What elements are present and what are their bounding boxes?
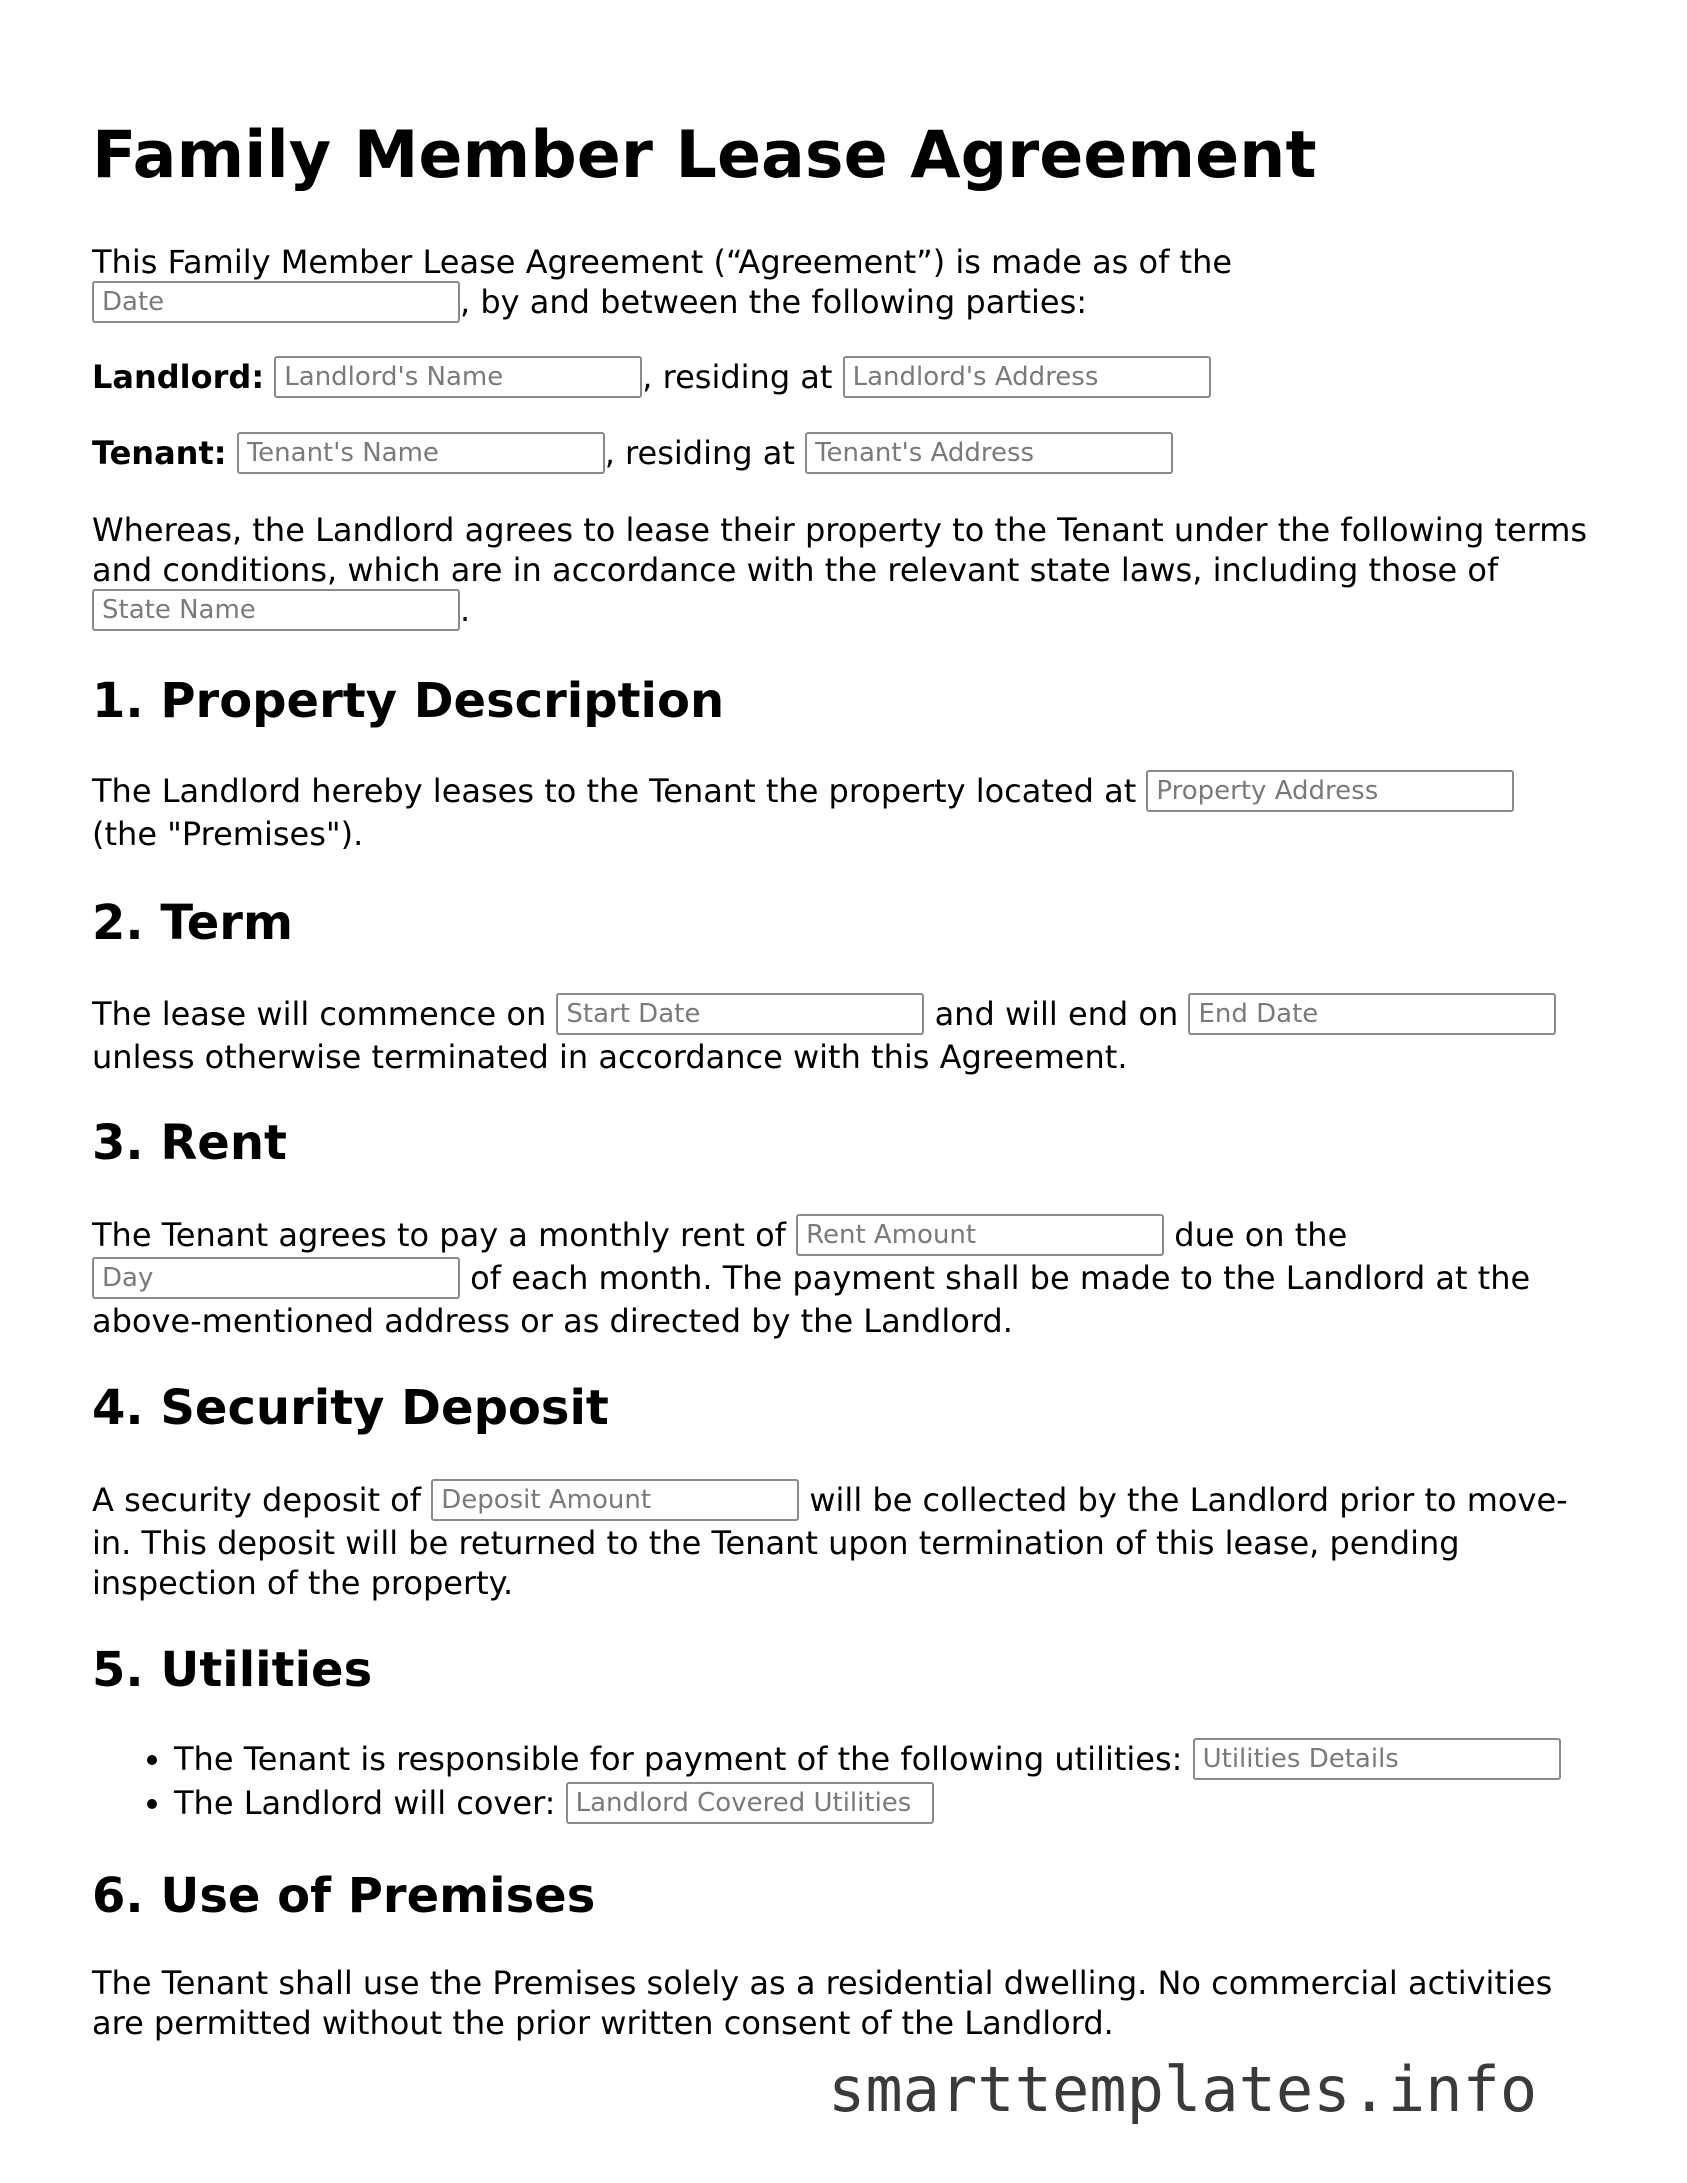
end-date-input[interactable] xyxy=(1188,993,1556,1035)
premises-text: (the "Premises"). xyxy=(92,815,364,853)
utilities-tenant-text: The Tenant is responsible for payment of the following utilities: xyxy=(174,1740,1183,1778)
state-name-input[interactable] xyxy=(92,589,460,631)
deposit-paragraph xyxy=(92,1480,1602,1603)
tenant-label: Tenant: xyxy=(92,434,227,472)
section-heading-utilities: 5. Utilities xyxy=(92,1642,373,1698)
property-text: The Landlord hereby leases to the Tenant the property located at xyxy=(92,772,1137,810)
list-item xyxy=(174,1738,1604,1782)
utilities-list xyxy=(92,1738,1604,1826)
section-heading-use: 6. Use of Premises xyxy=(92,1868,596,1924)
watermark: smarttemplates.info xyxy=(828,2053,1538,2126)
landlord-address-input[interactable] xyxy=(843,356,1211,398)
rent-paragraph xyxy=(92,1215,1602,1341)
property-paragraph xyxy=(92,771,1602,854)
term-middle-text: and will end on xyxy=(934,995,1179,1033)
deposit-after-text: will be collected by the Landlord prior to move-in. This deposit will be returned to the Tenant upon termination of this lease, pending inspection of the property. xyxy=(92,1481,1568,1602)
tenant-address-input[interactable] xyxy=(805,432,1173,474)
tenant-name-input[interactable] xyxy=(237,432,605,474)
whereas-end: . xyxy=(460,591,471,629)
term-after-text: unless otherwise terminated in accordance with this Agreement. xyxy=(92,1038,1128,1076)
property-address-input[interactable] xyxy=(1146,770,1514,812)
landlord-residing-text: , residing at xyxy=(642,358,833,396)
list-item xyxy=(174,1782,1604,1826)
deposit-text: A security deposit of xyxy=(92,1481,422,1519)
section-heading-rent: 3. Rent xyxy=(92,1115,287,1171)
landlord-covered-utilities-input[interactable] xyxy=(566,1782,934,1824)
rent-text: The Tenant agrees to pay a monthly rent of xyxy=(92,1216,786,1254)
intro-text-after: , by and between the following parties: xyxy=(460,283,1088,321)
whereas-paragraph xyxy=(92,510,1602,633)
landlord-label: Landlord: xyxy=(92,358,265,396)
tenant-line xyxy=(92,433,1602,476)
utilities-landlord-text: The Landlord will cover: xyxy=(174,1784,556,1822)
whereas-text: Whereas, the Landlord agrees to lease their property to the Tenant under the following terms and conditions, which are in accordance with the relevant state laws, including those of xyxy=(92,511,1588,589)
date-input[interactable] xyxy=(92,281,460,323)
term-paragraph xyxy=(92,994,1602,1077)
rent-after-text: of each month. The payment shall be made to the Landlord at the above-mentioned address or as directed by the Landlord. xyxy=(92,1259,1531,1340)
utilities-details-input[interactable] xyxy=(1193,1738,1561,1780)
section-heading-deposit: 4. Security Deposit xyxy=(92,1380,609,1436)
page-title: Family Member Lease Agreement xyxy=(92,118,1317,193)
section-heading-property: 1. Property Description xyxy=(92,673,725,729)
use-text: The Tenant shall use the Premises solely as a residential dwelling. No commercial activities are permitted without the prior written consent of the Landlord. xyxy=(92,1964,1553,2042)
deposit-amount-input[interactable] xyxy=(431,1479,799,1521)
landlord-line xyxy=(92,357,1602,400)
intro-text: This Family Member Lease Agreement (“Agreement”) is made as of the xyxy=(92,243,1233,281)
landlord-name-input[interactable] xyxy=(274,356,642,398)
tenant-residing-text: , residing at xyxy=(604,434,795,472)
term-text: The lease will commence on xyxy=(92,995,547,1033)
rent-middle-text: due on the xyxy=(1174,1216,1348,1254)
section-heading-term: 2. Term xyxy=(92,895,293,951)
start-date-input[interactable] xyxy=(556,993,924,1035)
intro-paragraph xyxy=(92,242,1602,325)
use-paragraph xyxy=(92,1963,1602,2043)
rent-day-input[interactable] xyxy=(92,1257,460,1299)
rent-amount-input[interactable] xyxy=(796,1214,1164,1256)
